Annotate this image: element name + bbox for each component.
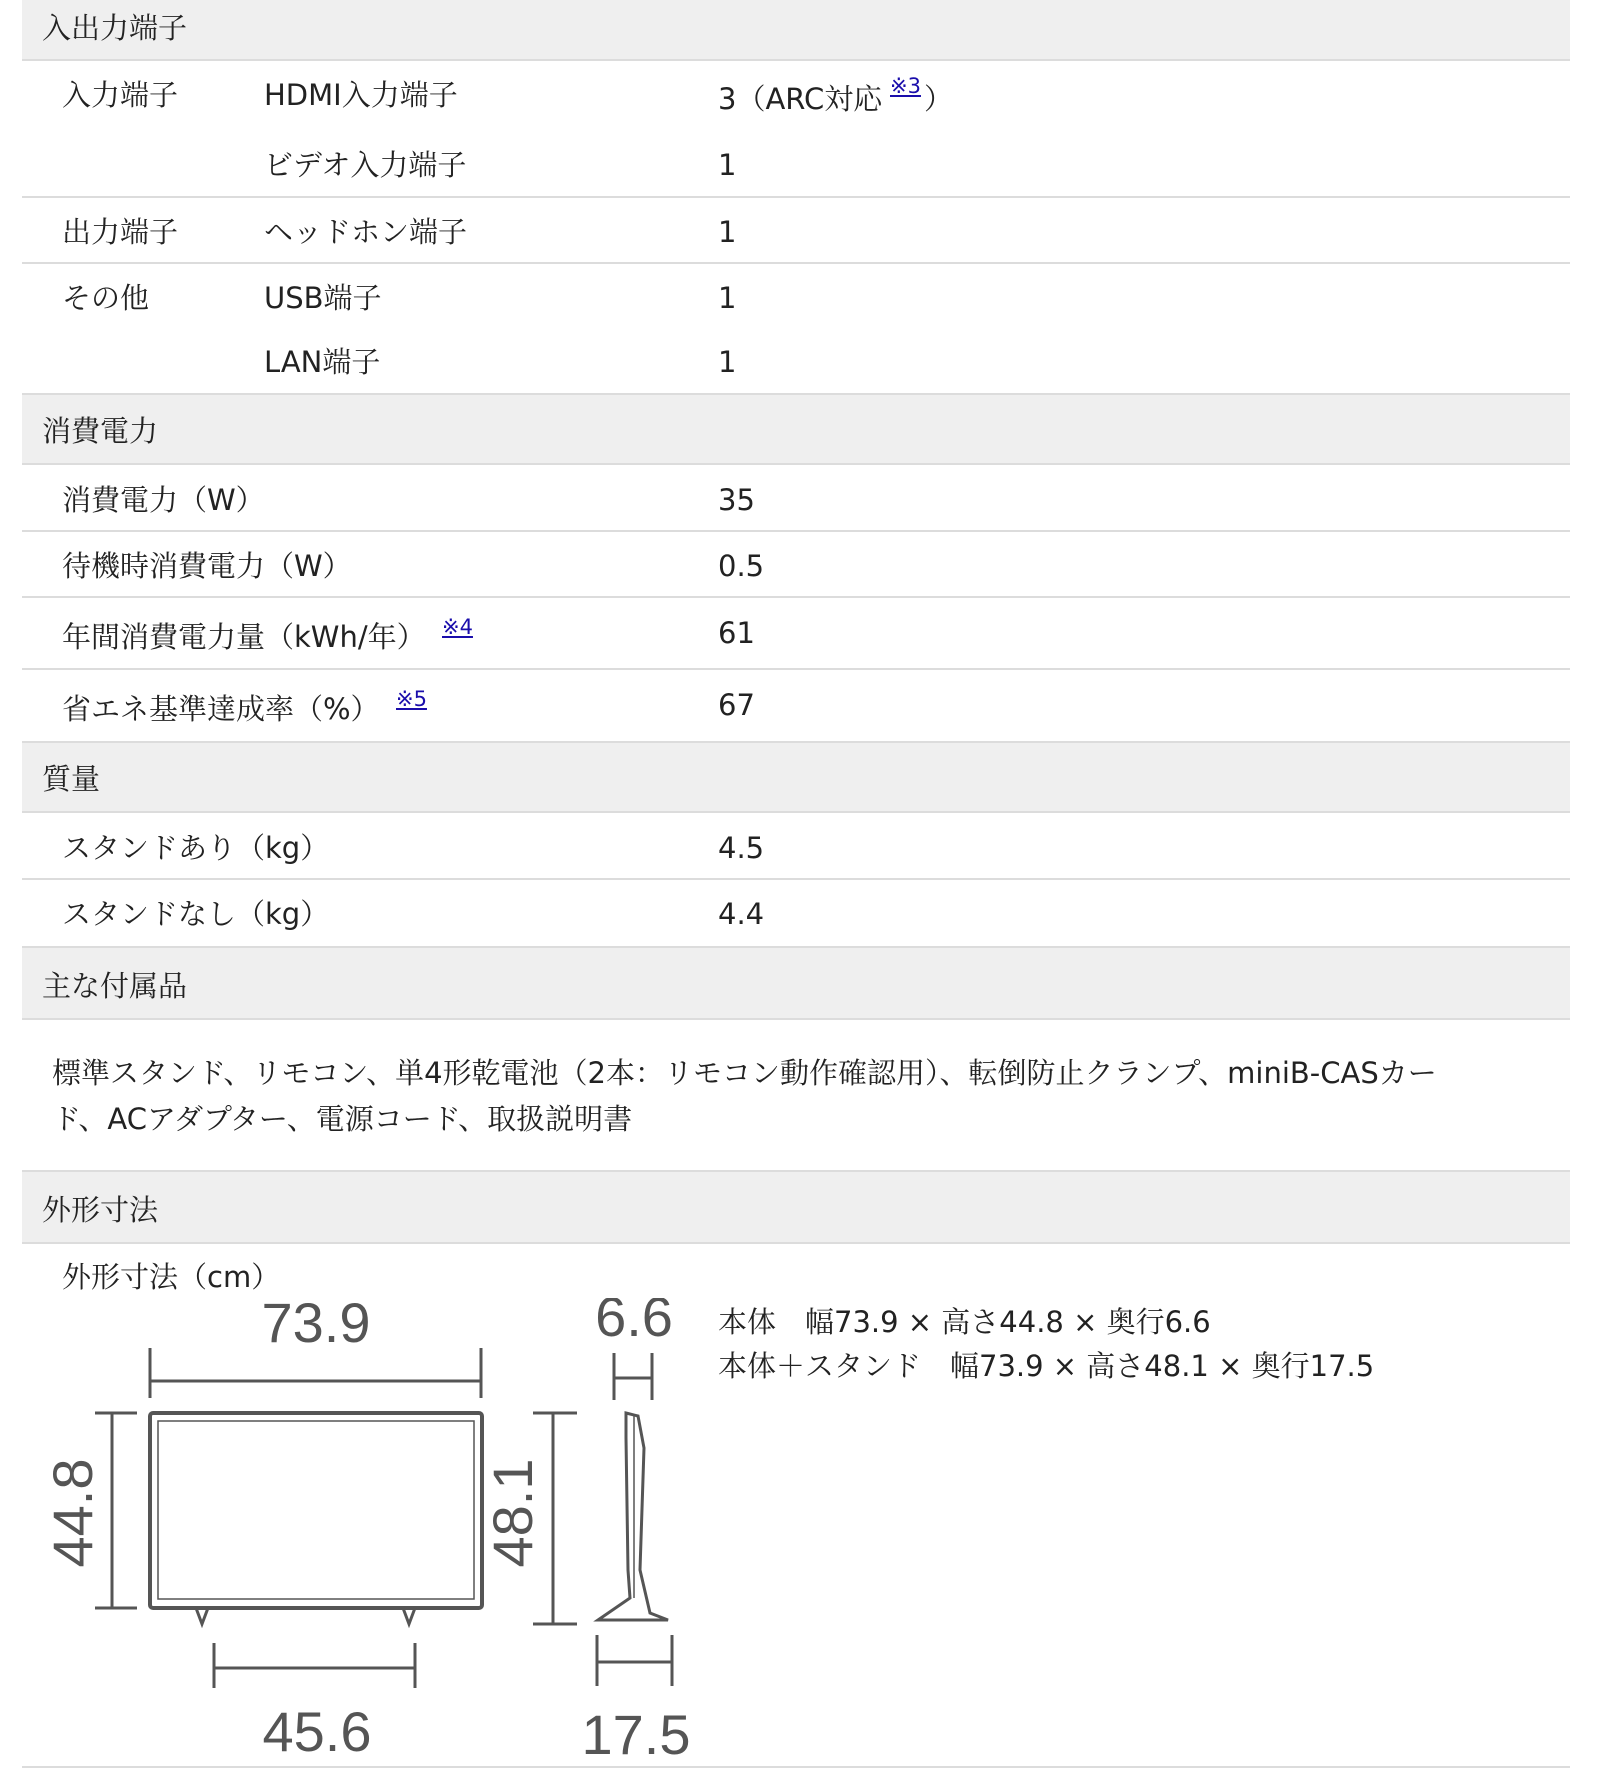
- spec-label-with-stand: スタンドあり（kg）: [62, 831, 330, 865]
- dim-stand-width-label: 45.6: [262, 1700, 372, 1763]
- spec-label-video: ビデオ入力端子: [264, 148, 467, 182]
- tv-front-outline: [150, 1413, 482, 1608]
- spec-label-eco: 省エネ基準達成率（%）: [62, 692, 380, 726]
- spec-value-standby: 0.5: [718, 549, 765, 583]
- group-label-output: 出力端子: [62, 215, 179, 249]
- spec-label-standby: 待機時消費電力（W）: [62, 549, 352, 583]
- section-title-dimensions: 外形寸法: [42, 1193, 159, 1227]
- dim-height-body-label: 44.8: [41, 1458, 104, 1568]
- footnote-link-4[interactable]: ※4: [442, 615, 473, 639]
- spec-value-headphone: 1: [718, 215, 737, 249]
- spec-value-usb: 1: [718, 281, 737, 315]
- group-label-other: その他: [62, 281, 150, 315]
- dimensions-label: 外形寸法（cm）: [62, 1260, 281, 1294]
- spec-value-eco: 67: [718, 688, 755, 722]
- row-divider: [22, 196, 1570, 198]
- row-divider: [22, 262, 1570, 264]
- spec-value-lan: 1: [718, 345, 737, 379]
- spec-label-lan: LAN端子: [264, 345, 381, 379]
- group-label-input: 入力端子: [62, 78, 179, 112]
- section-header-dimensions: [22, 1170, 1570, 1244]
- spec-label-usb: USB端子: [264, 281, 382, 315]
- spec-label-annual: 年間消費電力量（kWh/年）: [62, 620, 426, 654]
- section-header-io: [22, 0, 1570, 61]
- accessories-line-2: ド、ACアダプター、電源コード、取扱説明書: [52, 1102, 633, 1136]
- section-title-accessories: 主な付属品: [42, 969, 188, 1003]
- footnote-link-3[interactable]: ※3: [890, 74, 921, 98]
- spec-label-without-stand: スタンドなし（kg）: [62, 897, 330, 931]
- dim-width-label: 73.9: [261, 1298, 371, 1354]
- spec-value-with-stand: 4.5: [718, 831, 765, 865]
- section-header-mass: [22, 741, 1570, 813]
- spec-label-consumption: 消費電力（W）: [62, 483, 265, 517]
- dim-height-stand-label: 48.1: [481, 1458, 544, 1568]
- tv-side-outline: [598, 1413, 668, 1620]
- spec-value-video: 1: [718, 148, 737, 182]
- accessories-line-1: 標準スタンド、リモコン、単4形乾電池（2本：リモコン動作確認用）、転倒防止クランプ、miniB-CASカー: [52, 1056, 1437, 1090]
- dimensions-body-stand: 本体＋スタンド 幅73.9 × 高さ48.1 × 奥行17.5: [718, 1349, 1375, 1383]
- spec-label-headphone: ヘッドホン端子: [264, 215, 468, 249]
- accessories-text: [52, 1050, 1532, 1142]
- row-divider: [22, 668, 1570, 670]
- section-header-power: [22, 393, 1570, 465]
- section-header-accessories: [22, 946, 1570, 1020]
- spec-value-consumption: 35: [718, 483, 755, 517]
- spec-value-hdmi: 3（ARC対応: [718, 82, 883, 116]
- spec-value-annual: 61: [718, 616, 755, 650]
- dim-depth-stand-label: 17.5: [581, 1703, 691, 1766]
- row-divider: [22, 878, 1570, 880]
- section-title-mass: 質量: [42, 762, 101, 796]
- spec-value-without-stand: 4.4: [718, 897, 765, 931]
- section-title-power: 消費電力: [42, 414, 159, 448]
- row-divider: [22, 530, 1570, 532]
- dimension-diagram: [40, 1298, 740, 1768]
- spec-label-hdmi: HDMI入力端子: [264, 78, 458, 112]
- dimensions-body: 本体 幅73.9 × 高さ44.8 × 奥行6.6: [718, 1305, 1211, 1339]
- spec-value-hdmi-close: ）: [924, 82, 954, 116]
- dim-depth-body-label: 6.6: [595, 1298, 673, 1348]
- footnote-link-5[interactable]: ※5: [396, 687, 427, 711]
- section-title-io: 入出力端子: [42, 11, 188, 45]
- row-divider: [22, 596, 1570, 598]
